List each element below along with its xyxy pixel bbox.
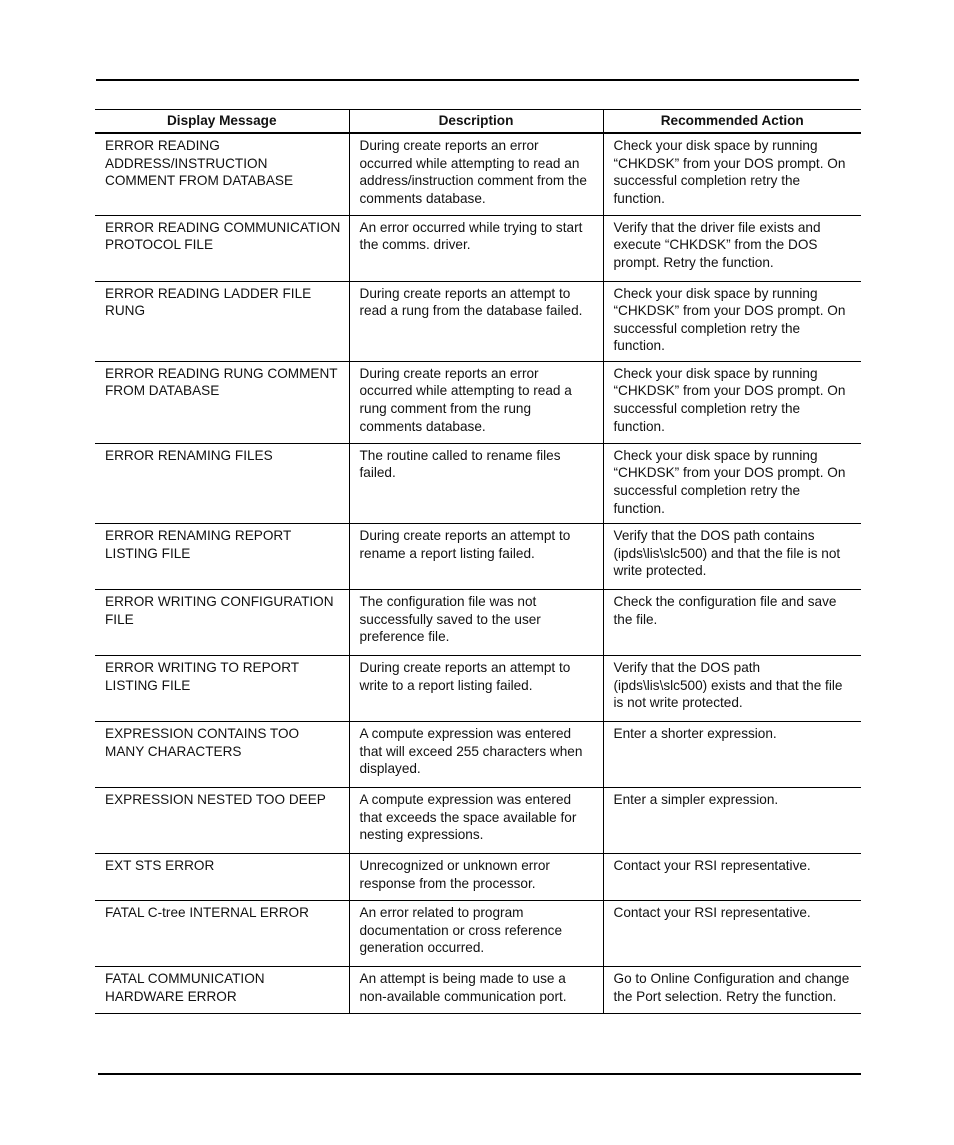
description-cell: The routine called to rename files failed. — [349, 443, 603, 523]
bottom-rule — [98, 1073, 861, 1075]
display-message-cell: ERROR READING COMMUNICATION PROTOCOL FILE — [95, 215, 349, 281]
table-row — [95, 133, 861, 215]
recommended-action-cell: Go to Online Configuration and change the Port selection. Retry the function. — [603, 967, 861, 1014]
recommended-action-cell: Check your disk space by running “CHKDSK” from your DOS prompt. On successful completion retry the function. — [603, 443, 861, 523]
display-message-cell: ERROR READING LADDER FILE RUNG — [95, 281, 349, 361]
recommended-action-cell: Enter a shorter expression. — [603, 722, 861, 788]
display-message-cell: FATAL C-tree INTERNAL ERROR — [95, 901, 349, 967]
display-message-cell: ERROR WRITING CONFIGURATION FILE — [95, 590, 349, 656]
error-message-table — [95, 109, 861, 1014]
description-cell: The configuration file was not successfully saved to the user preference file. — [349, 590, 603, 656]
table-row — [95, 788, 861, 854]
recommended-action-cell: Contact your RSI representative. — [603, 901, 861, 967]
display-message-cell: ERROR WRITING TO REPORT LISTING FILE — [95, 656, 349, 722]
description-cell: During create reports an attempt to rename a report listing failed. — [349, 524, 603, 590]
display-message-cell: ERROR READING ADDRESS/INSTRUCTION COMMENT FROM DATABASE — [95, 133, 349, 215]
table-row — [95, 361, 861, 443]
recommended-action-cell: Check your disk space by running “CHKDSK” from your DOS prompt. On successful completion retry the function. — [603, 133, 861, 215]
recommended-action-cell: Check your disk space by running “CHKDSK” from your DOS prompt. On successful completion retry the function. — [603, 281, 861, 361]
display-message-cell: EXPRESSION CONTAINS TOO MANY CHARACTERS — [95, 722, 349, 788]
table-row — [95, 854, 861, 901]
description-cell: An attempt is being made to use a non-available communication port. — [349, 967, 603, 1014]
table-row — [95, 524, 861, 590]
table-header-row — [95, 110, 861, 134]
description-cell: An error occurred while trying to start the comms. driver. — [349, 215, 603, 281]
display-message-cell: EXT STS ERROR — [95, 854, 349, 901]
description-cell: During create reports an attempt to read a rung from the database failed. — [349, 281, 603, 361]
display-message-cell: ERROR READING RUNG COMMENT FROM DATABASE — [95, 361, 349, 443]
description-cell: During create reports an error occurred while attempting to read an address/instruction comment from the comments database. — [349, 133, 603, 215]
display-message-cell: EXPRESSION NESTED TOO DEEP — [95, 788, 349, 854]
table-row — [95, 215, 861, 281]
recommended-action-cell: Verify that the driver file exists and execute “CHKDSK” from the DOS prompt. Retry the function. — [603, 215, 861, 281]
recommended-action-cell: Verify that the DOS path contains (ipds\lis\slc500) and that the file is not write protected. — [603, 524, 861, 590]
top-rule — [96, 79, 859, 81]
recommended-action-cell: Enter a simpler expression. — [603, 788, 861, 854]
recommended-action-cell: Check the configuration file and save the file. — [603, 590, 861, 656]
table-row — [95, 656, 861, 722]
description-cell: Unrecognized or unknown error response from the processor. — [349, 854, 603, 901]
table-row — [95, 281, 861, 361]
description-cell: A compute expression was entered that will exceed 255 characters when displayed. — [349, 722, 603, 788]
display-message-cell: ERROR RENAMING REPORT LISTING FILE — [95, 524, 349, 590]
display-message-cell: FATAL COMMUNICATION HARDWARE ERROR — [95, 967, 349, 1014]
header-description: Description — [349, 110, 603, 134]
recommended-action-cell: Contact your RSI representative. — [603, 854, 861, 901]
table-row — [95, 901, 861, 967]
table-row — [95, 590, 861, 656]
description-cell: During create reports an error occurred while attempting to read a rung comment from the rung comments database. — [349, 361, 603, 443]
table-row — [95, 443, 861, 523]
header-recommended-action: Recommended Action — [603, 110, 861, 134]
display-message-cell: ERROR RENAMING FILES — [95, 443, 349, 523]
table-row — [95, 722, 861, 788]
table-row — [95, 967, 861, 1014]
description-cell: During create reports an attempt to write to a report listing failed. — [349, 656, 603, 722]
header-display-message: Display Message — [95, 110, 349, 134]
recommended-action-cell: Verify that the DOS path (ipds\lis\slc500) exists and that the file is not write protected. — [603, 656, 861, 722]
recommended-action-cell: Check your disk space by running “CHKDSK” from your DOS prompt. On successful completion retry the function. — [603, 361, 861, 443]
description-cell: A compute expression was entered that exceeds the space available for nesting expressions. — [349, 788, 603, 854]
description-cell: An error related to program documentation or cross reference generation occurred. — [349, 901, 603, 967]
